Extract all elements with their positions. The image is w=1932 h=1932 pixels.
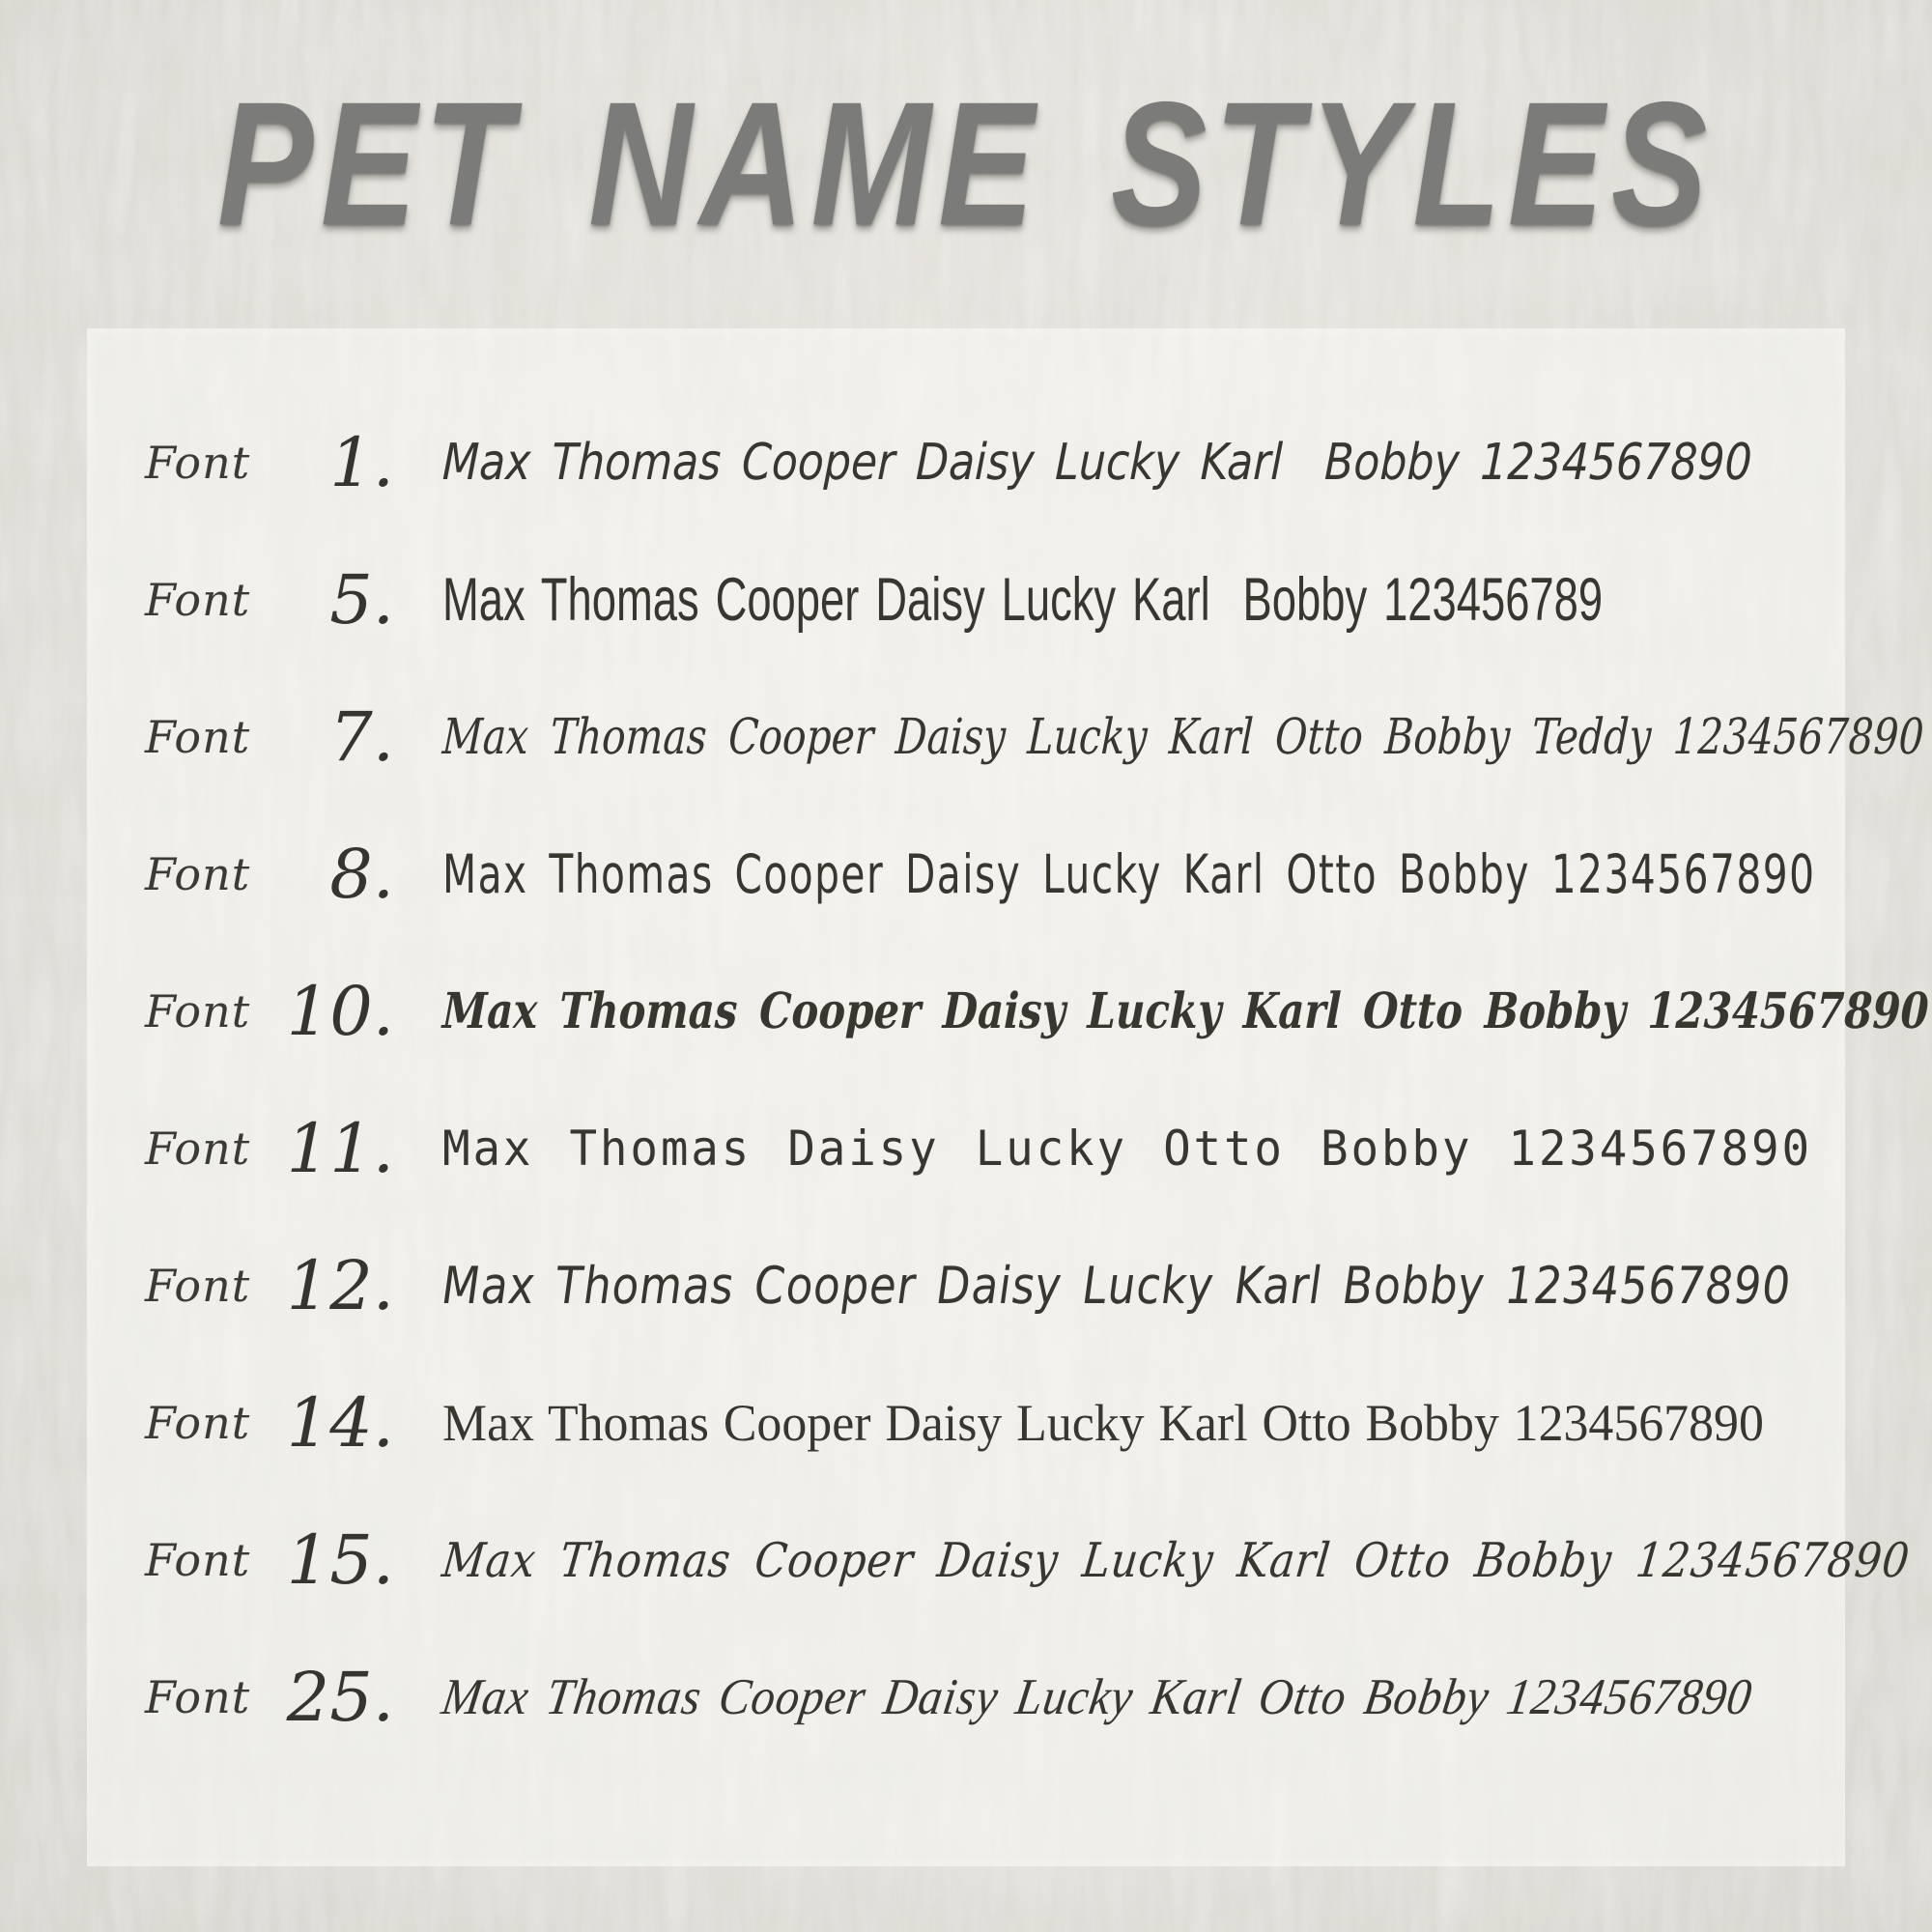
font-row [145,806,1826,943]
font-row [145,668,1925,806]
font-row [145,1080,1826,1217]
page-title: PET NAME STYLES [217,65,1715,262]
font-sample-text: Max Thomas Cooper Daisy Lucky Karl Bobby 123456789 [442,566,1604,634]
font-label: Font [145,1534,251,1586]
font-sample-text: Max Thomas Cooper Daisy Lucky Karl Otto Bobby 1234567890 [442,843,1816,905]
font-styles-panel [87,328,1930,1866]
font-number: 5. [329,560,394,639]
font-row [145,1217,1826,1354]
font-number: 8. [329,835,394,914]
font-number: 25. [286,1658,394,1737]
font-sample-text: Max Thomas Cooper Daisy Lucky Karl Otto Bobby 1234567890 [438,1669,1756,1725]
font-sample-text: Max Thomas Daisy Lucky Otto Bobby 1234567890 [442,1121,1812,1177]
font-row [145,394,1826,531]
font-row [145,1629,1826,1766]
font-label: Font [145,574,251,626]
font-sample-text: Max Thomas Cooper Daisy Lucky Karl Otto Bobby Teddy 1234567890 [440,708,1925,766]
font-label: Font [145,437,251,489]
font-label: Font [145,848,251,900]
font-row [145,1354,1826,1492]
font-row [145,943,1930,1080]
font-rows-list [145,394,1930,1766]
title-area [0,65,1932,262]
font-sample-text: Max Thomas Cooper Daisy Lucky Karl Otto Bobby 1234567890 [441,982,1930,1040]
font-label: Font [145,985,251,1037]
font-number: 14. [286,1383,394,1463]
font-number: 1. [329,423,394,502]
font-label: Font [145,1122,251,1175]
font-label: Font [145,711,251,763]
font-label: Font [145,1260,251,1312]
font-sample-text: Max Thomas Cooper Daisy Lucky Karl Otto Bobby 1234567890 [442,1394,1764,1452]
font-row [145,1492,1913,1629]
font-number: 11. [286,1109,394,1188]
font-number: 15. [286,1520,394,1600]
font-label: Font [145,1397,251,1449]
font-sample-text: Max Thomas Cooper Daisy Lucky Karl Bobby 1234567890 [441,1256,1792,1316]
font-sample-text: Max Thomas Cooper Daisy Lucky Karl Otto Bobby 1234567890 [439,1532,1913,1588]
font-number: 12. [286,1246,394,1325]
font-row [145,531,1826,668]
font-sample-text: Max Thomas Cooper Daisy Lucky Karl Bobby 1234567890 [441,434,1753,492]
font-number: 7. [329,697,394,777]
font-label: Font [145,1671,251,1723]
font-number: 10. [286,972,394,1051]
